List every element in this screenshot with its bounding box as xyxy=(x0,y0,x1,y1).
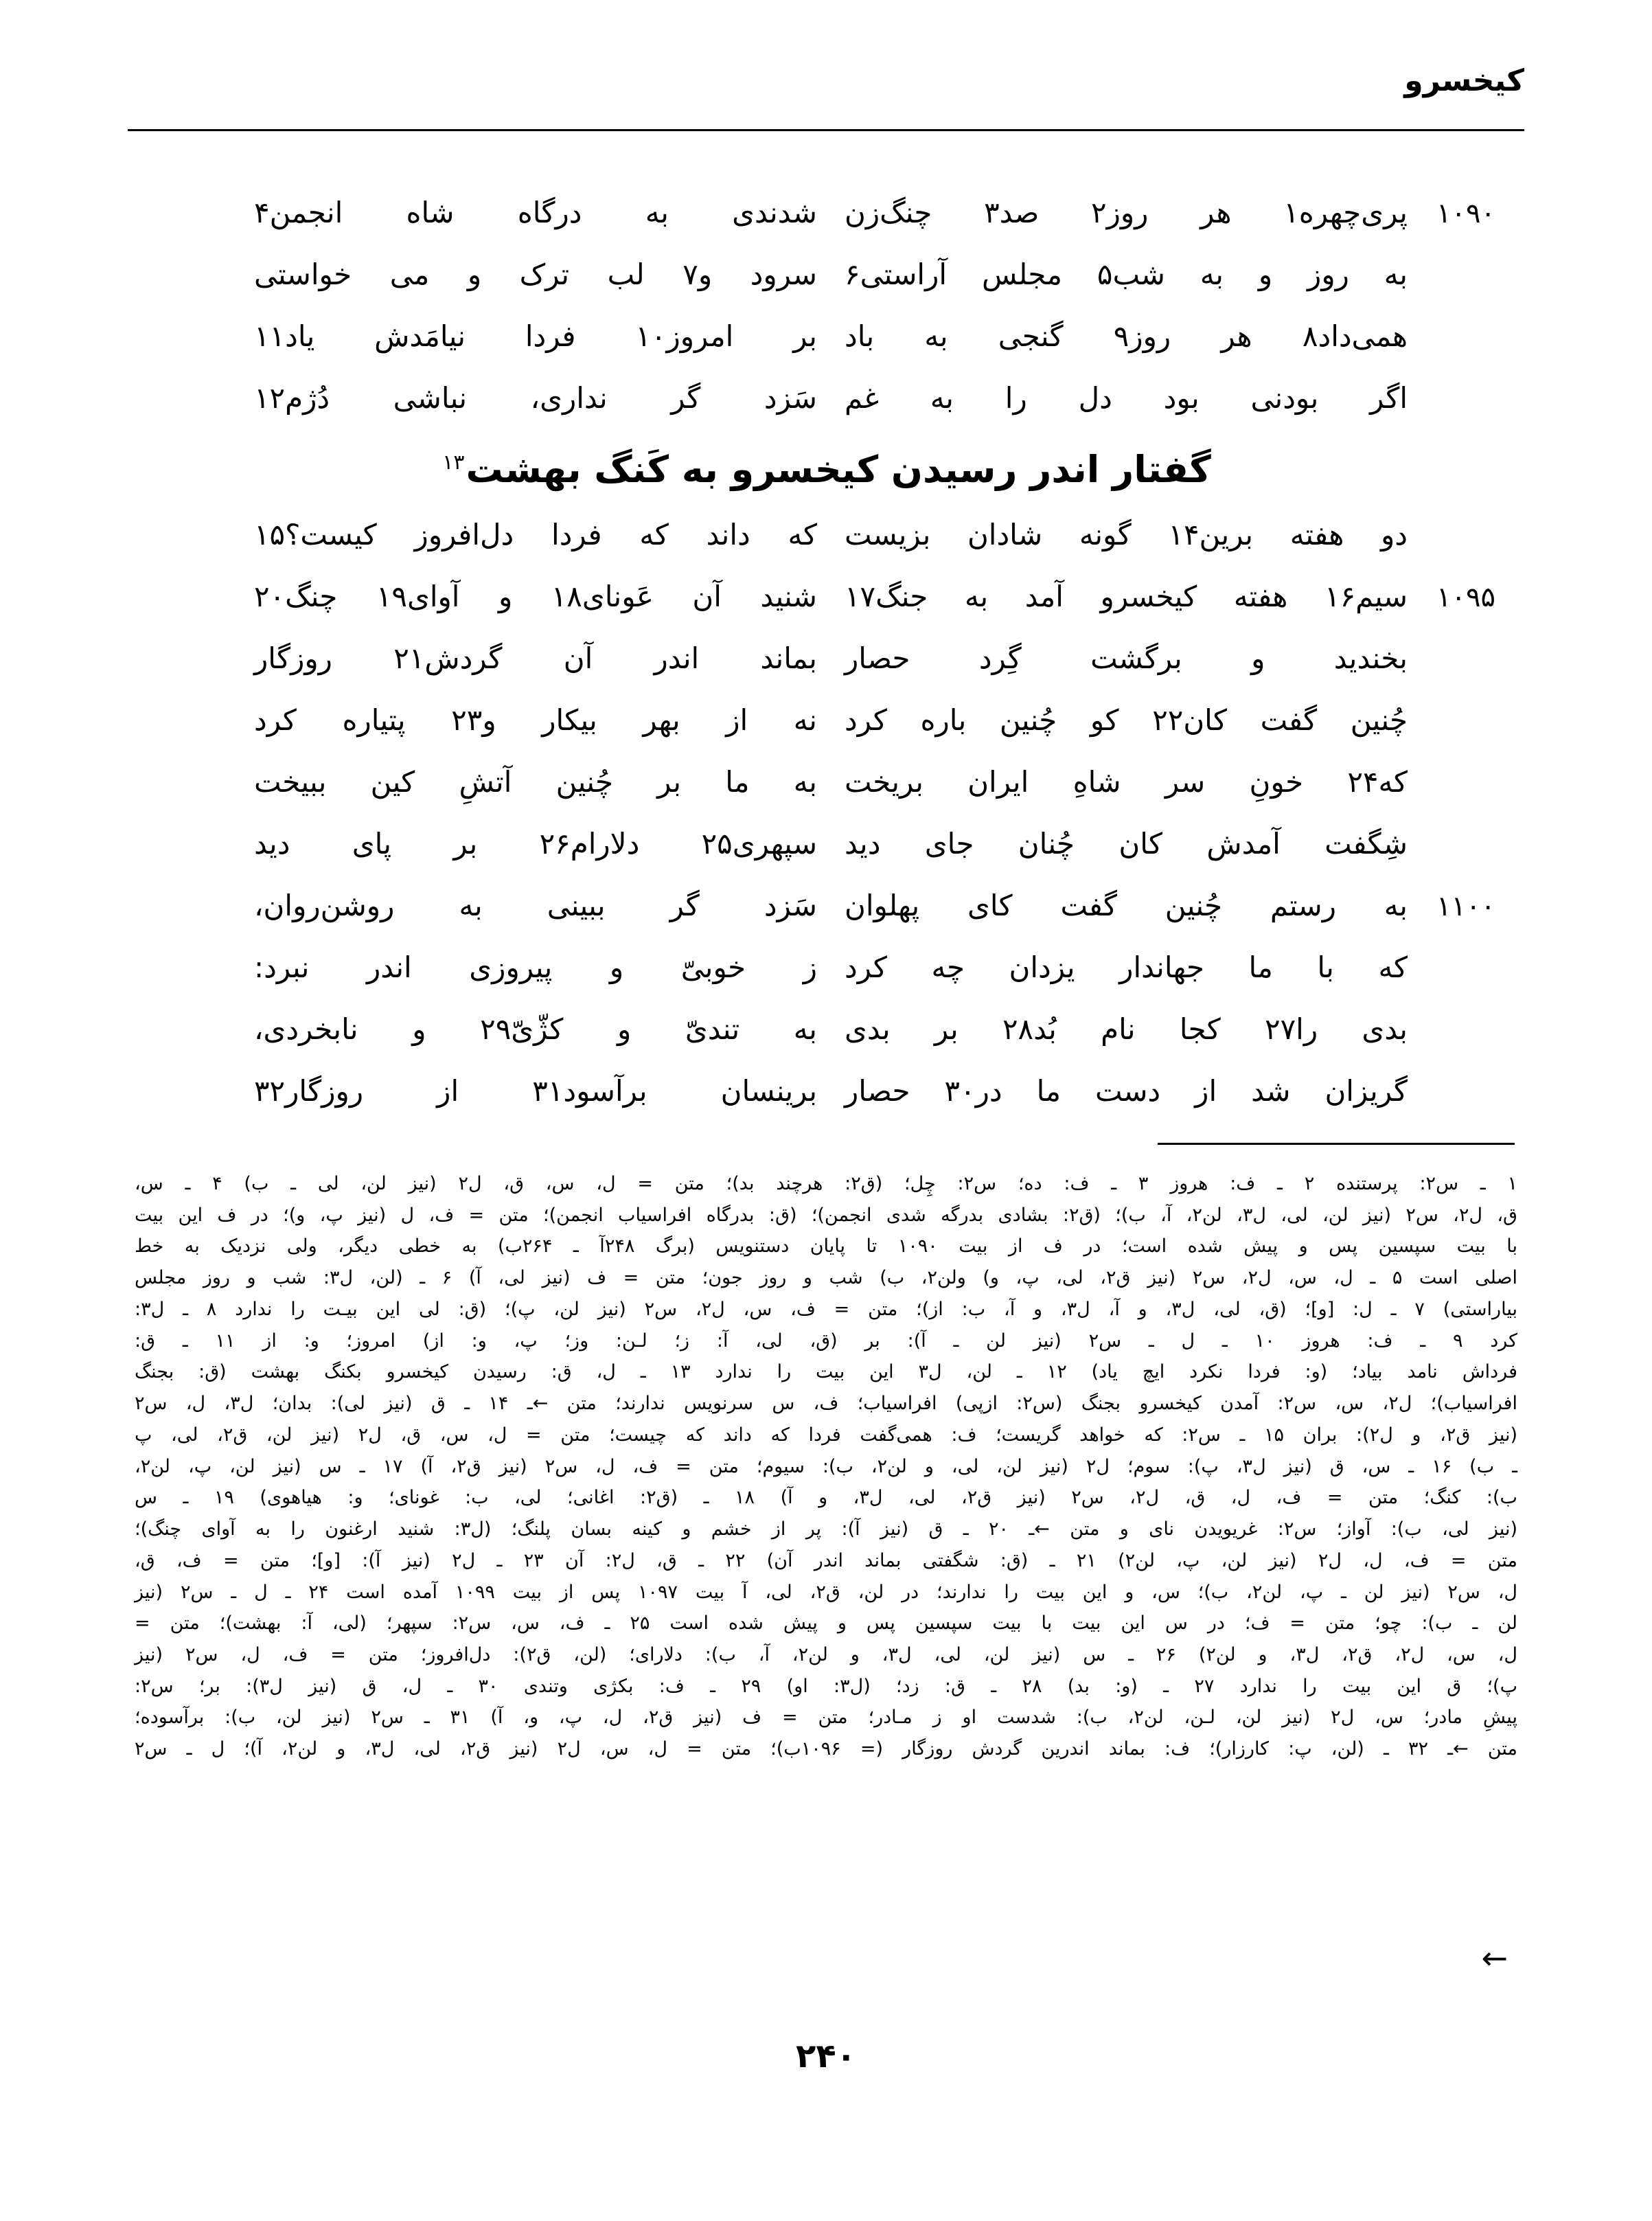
apparatus-line: متن = ف، ل، ل٢ (نیز لن، پ، لن٢) ۲۱ ـ (ق: شگفتی بماند اندر آن) ۲۲ ـ ق، ل٢: آن ۲۳ ـ ل٢ (نیز آ): [و]؛ متن = ف، ق، xyxy=(135,1549,1517,1571)
hemistich-left: سرود و۷ لب ترک و می خواستی xyxy=(254,258,817,291)
apparatus-line: ۱ ـ س٢: پرستنده ۲ ـ ف: هروز ۳ ـ ف: ده؛ س٢: چِل؛ (ق٢: هرچند بد)؛ متن = ل، س، ق، ل٢ (نیز لن، لی ـ ب) ۴ ـ س، xyxy=(135,1173,1517,1194)
apparatus-line: متن ←ـ ۳۲ ـ (لن، پ: کارزار)؛ ف: بماند اندرین گردش روزگار (= ۱۰۹۶ب)؛ متن = ل، س، ل٢ (نیز ق٢، لی، ل٣، و لن٢، آ)؛ ل ـ س٢ xyxy=(135,1738,1517,1760)
apparatus-line: کرد ۹ ـ ف: هروز ۱۰ ـ ل ـ س٢ (نیز لن ـ آ): بر (ق، لی، آ: ز؛ لـن: وز؛ پ، و: از) امروز؛ و: از ۱۱ ـ ق: xyxy=(135,1330,1518,1352)
apparatus-line: بیاراستی) ۷ ـ ل: [و]؛ (ق، لی، ل٣، و آ، ل٣، و آ، ب: از)؛ متن = ف، س، ل٢، س٢ (نیز لن، پ)؛ (ق: لی این بیـت را ندارد ۸ ـ ل٣: xyxy=(135,1298,1517,1320)
hemistich-right: دو هفته برین۱۴ گونه شادان بزیست xyxy=(845,518,1408,551)
verse-number xyxy=(1408,975,1524,977)
verse-couplet xyxy=(128,700,1524,749)
verse-couplet xyxy=(128,638,1524,687)
hemistich-right: بخندید و برگشت گِرد حصار xyxy=(845,641,1408,675)
hemistich-right: که۲۴ خونِ سر شاهِ ایران بریخت xyxy=(845,765,1408,799)
folio-number: ۲۴۰ xyxy=(796,2037,856,2075)
verse-number xyxy=(1408,1098,1524,1101)
hemistich-left: بماند اندر آن گردش۲۱ روزگار xyxy=(254,641,817,675)
verse-couplet xyxy=(128,514,1524,564)
hemistich-right: به رستم چُنین گفت کای پهلوان xyxy=(845,889,1408,922)
hemistich-left: سَزد گر ببینی به روشن‌روان، xyxy=(254,889,817,922)
section-heading xyxy=(128,448,1524,491)
apparatus-line: (نیز ق٢، و ل٢): بران ۱۵ ـ س٢: که خواهد گریست؛ ف: همی‌گفت فردا که داند که چیست؛ متن = ل، س، ق، ل٢ (نیز لن، ق٢، لی، پ xyxy=(135,1424,1517,1446)
continuation-arrow-icon: ← xyxy=(1481,1939,1508,1977)
apparatus-line: فرداش نامد بیاد؛ (و: فردا نکرد ایچ یاد) ۱۲ ـ لن، ل٣ این بیت را ندارد ۱۳ ـ ل، ق: رسیدن کیخسرو بکنگ بهشت (ق: بجنگ xyxy=(135,1361,1517,1383)
hemistich-right: گریزان شد از دست ما در۳۰ حصار xyxy=(845,1074,1408,1108)
verse-couplet xyxy=(128,823,1524,873)
verse-number xyxy=(1408,665,1524,668)
hemistich-left: شنید آن عَونای۱۸ و آوای۱۹ چنگ۲۰ xyxy=(254,580,818,613)
hemistich-left: نه از بهر بیکار و۲۳ پتیاره کرد xyxy=(254,703,817,737)
apparatus-line: اصلی است ۵ ـ ل، س، ل٢، س٢ (نیز ق٢، لی، پ، و) ولن٢، ب) شب و روز جون؛ متن = ف (نیز لی، آ) ۶ ـ (لن، ل٣: شب و روز مجلس xyxy=(135,1267,1517,1289)
apparatus-line: افراسیاب)؛ ل٢، س، س٢: آمدن کیخسرو بجنگ (س٢: ازپی) افراسیاب؛ ف، س سرنویس ندارند؛ متن ←ـ ۱۴ ـ ق (نیز لی): بدان؛ ل٣، ل، س٢ xyxy=(135,1393,1518,1415)
hemistich-right: شِگفت آمدش کان چُنان جای دید xyxy=(845,827,1408,861)
verse-couplet xyxy=(128,192,1524,242)
hemistich-left: ز خوبیّ و پیروزی اندر نبرد: xyxy=(254,950,817,984)
hemistich-left: سپهری۲۵ دلارام۲۶ بر پای دید xyxy=(254,827,818,861)
verse-couplet xyxy=(128,316,1524,365)
verse-number xyxy=(1408,542,1524,545)
verse-couplet xyxy=(128,1071,1524,1120)
verse-number xyxy=(1408,851,1524,854)
hemistich-left: که داند که فردا دل‌افروز کیست؟۱۵ xyxy=(254,518,817,551)
hemistich-right: که با ما جهاندار یزدان چه کرد xyxy=(845,950,1408,984)
hemistich-right: بدی را۲۷ کجا نام بُد۲۸ بر بدی xyxy=(845,1012,1408,1046)
verse-number: ۱۱۰۰ xyxy=(1436,891,1495,922)
apparatus-line: ل، س، ل٢، ق٢، ل٣، و لن٢) ۲۶ ـ س (نیز لن، لی، ل٣، و لن٢، آ، ب): دلارای؛ (لن، ق٢): دل‌افروز؛ متن = ف، ل، س٢ (نیز xyxy=(135,1644,1518,1666)
hemistich-left: بر امروز۱۰ فردا نیامَدش یاد۱۱ xyxy=(254,319,818,353)
apparatus-line: پ)؛ ق این بیت را ندارد ۲۷ ـ (و: بد) ۲۸ ـ ق: زد؛ (ل٣: او) ۲۹ ـ ف: بکژی وتندی ۳۰ ـ ل، ق (نیز ل٣): بر؛ س٢: xyxy=(135,1675,1517,1697)
apparatus-line: (نیز لی، ب): آواز؛ س٢: غریویدن نای و متن ←ـ ۲۰ ـ ق (نیز آ): پر از خشم و کینه بسان پلنگ؛ (ل٣: شنید ارغنون را به آوای چنگ)؛ xyxy=(135,1518,1517,1540)
hemistich-left: برینسان برآسود۳۱ از روزگار۳۲ xyxy=(254,1074,818,1108)
hemistich-right: اگر بودنی بود دل را به غم xyxy=(845,381,1408,415)
running-head: کیخسرو xyxy=(1404,63,1524,98)
verse-couplet xyxy=(128,378,1524,427)
verse-couplet xyxy=(128,254,1524,304)
hemistich-left: به تندیّ و کژّیّ۲۹ و نابخردی، xyxy=(254,1012,818,1046)
apparatus-line: ل، س٢ (نیز لن ـ پ، لن٢، ب)؛ س، و این بیت را ندارند؛ در لن، ق٢، لی، آ بیت ۱۰۹۷ پس از بیت ۱۰۹۹ آمده است ۲۴ ـ ل ـ س٢ (نیز xyxy=(135,1581,1518,1603)
verse-number: ۱۰۹۵ xyxy=(1436,582,1495,613)
verse-number xyxy=(1408,727,1524,730)
verse-number xyxy=(1408,405,1524,408)
hemistich-right: همی‌داد۸ هر روز۹ گنجی به باد xyxy=(845,319,1408,353)
verse-area xyxy=(128,192,1524,1132)
apparatus-line: با بیت سپسین پس و پیش شده است؛ در ف از بیت ۱۰۹۰ تا پایان دستنویس (برگ ۲۴۸آ ـ ۲۶۴ب) به خطی دیگر، ولی نزدیک به خط xyxy=(135,1235,1518,1257)
verse-number xyxy=(1408,1036,1524,1039)
header-rule xyxy=(128,129,1524,131)
hemistich-right: چُنین گفت کان۲۲ کو چُنین باره کرد xyxy=(845,703,1408,737)
hemistich-left: سَزد گر نداری، نباشی دُژم۱۲ xyxy=(254,381,817,415)
section-heading-text: گفتار اندر رسیدن کیخسرو به کَنگ بهشت xyxy=(466,448,1211,491)
verse-number xyxy=(1408,282,1524,284)
apparatus-line: پیشِ مادر؛ س، ل٢ (نیز لن، لـن، لن٢، ب): شدست او ز مـادر؛ متن = ف (نیز ق٢، ل، پ، و، آ) ۳۱ ـ س٢ (نیز لن، ب): برآسوده؛ xyxy=(135,1707,1517,1729)
verse-couplet xyxy=(128,1009,1524,1058)
hemistich-right: پری‌چهره۱ هر روز۲ صد۳ چنگ‌زن xyxy=(845,196,1408,229)
hemistich-right: به روز و به شب۵ مجلس آراستی۶ xyxy=(845,258,1408,291)
apparatus-line: ق، ل٢، س٢ (نیز لن، لی، ل٣، لن٢، آ، ب)؛ (ق٢: بشادی بدرگه شدی انجمن)؛ (ق: بدرگاه افراسیاب انجمن)؛ متن = ف، ل (نیز پ، و)؛ در ف این بیت xyxy=(135,1204,1517,1226)
hemistich-left: به ما بر چُنین آتشِ کین ببیخت xyxy=(254,765,817,799)
critical-apparatus xyxy=(135,1169,1517,1766)
hemistich-left: شدندی به درگاه شاه انجمن۴ xyxy=(254,196,817,229)
verse-number xyxy=(1408,789,1524,792)
footnote-separator-rule xyxy=(1158,1143,1515,1145)
verse-couplet xyxy=(128,885,1524,935)
section-heading-footnote-marker: ۱۳ xyxy=(442,451,465,475)
verse-couplet xyxy=(128,762,1524,811)
verse-number: ۱۰۹۰ xyxy=(1436,198,1495,229)
apparatus-line: لن ـ ب): چو؛ متن = ف؛ در س این بیت با بیت سپسین پس و پیش شده است ۲۵ ـ ف، س، س٢: سپهر؛ (لی، آ: بهشت)؛ متن = xyxy=(135,1613,1518,1635)
hemistich-right: سیم۱۶ هفته کیخسرو آمد به جنگ۱۷ xyxy=(845,580,1408,613)
verse-couplet xyxy=(128,947,1524,996)
apparatus-line: ب): کنگ؛ متن = ف، ل، ق، ل٢، س٢ (نیز ق٢، لی، ل٣، و آ) ۱۸ ـ (ق٢: اغانی؛ لی، ب: غونای؛ و: هیاهوی) ۱۹ ـ س xyxy=(135,1487,1517,1509)
apparatus-line: ـ ب) ۱۶ ـ س، ق (نیز ل٣، پ): سوم؛ ل٢ (نیز لن، لی، و لن٢، ب): سیوم؛ متن = ف، ل، س٢ (نیز ق٢، آ) ۱۷ ـ س (نیز لن، پ، لن٢، xyxy=(135,1455,1518,1477)
verse-couplet xyxy=(128,576,1524,626)
verse-number xyxy=(1408,343,1524,346)
